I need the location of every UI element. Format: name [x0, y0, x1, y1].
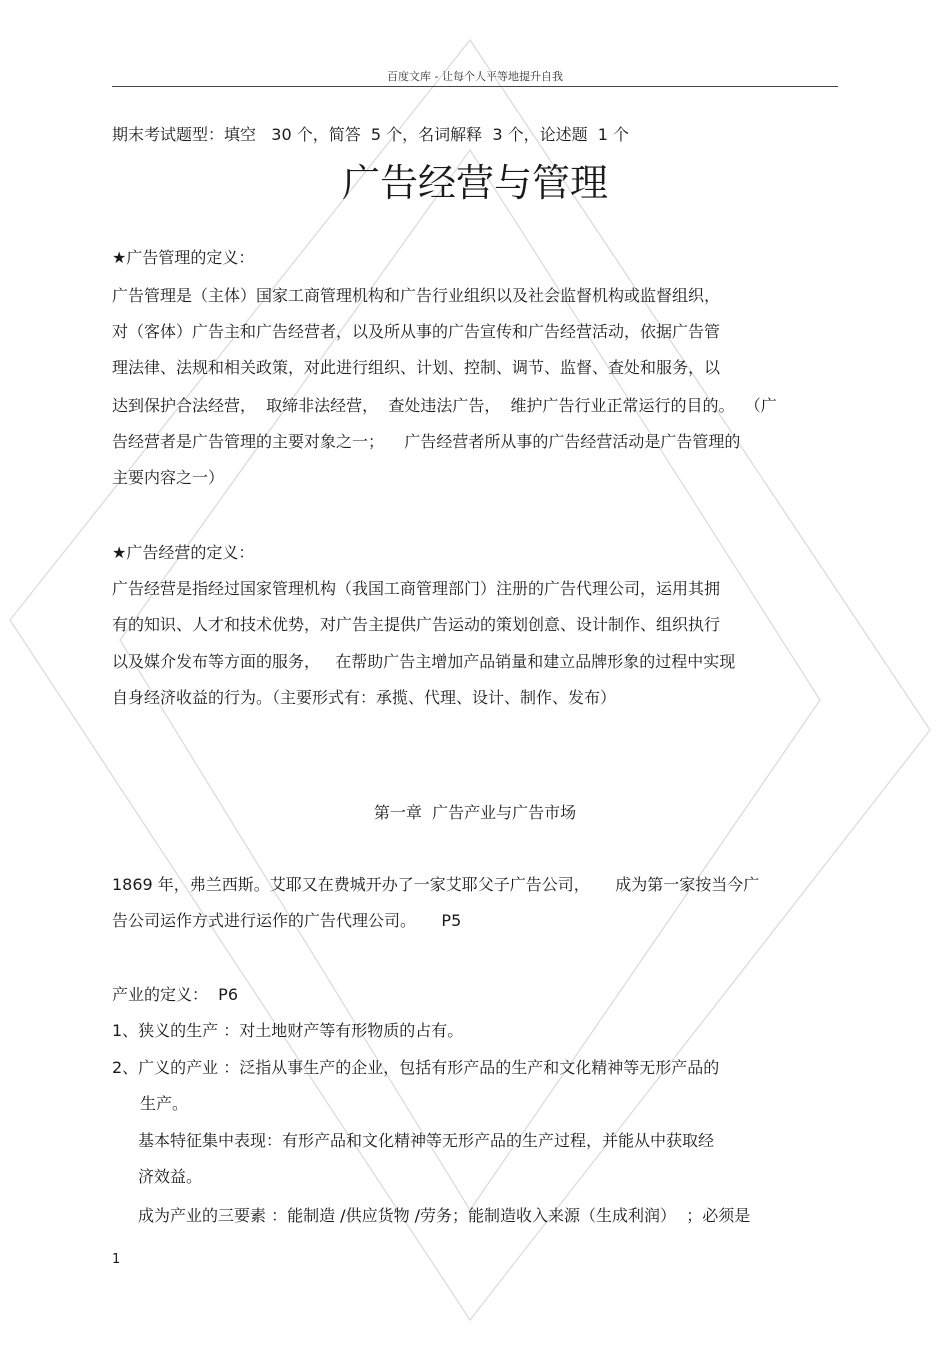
page-header: 百度文库 - 让每个人平等地提升自我 — [387, 70, 563, 83]
mgmt-definition-line: 理法律、法规和相关政策，对此进行组织、计划、控制、调节、监督、查处和服务，以 — [112, 358, 721, 377]
history-line: 告公司运作方式进行运作的广告代理公司。 P5 — [112, 911, 462, 930]
industry-item-broad: 2、广义的产业 ：泛指从事生产的企业，包括有形产品的生产和文化精神等无形产品的 — [112, 1058, 720, 1077]
mgmt-definition-line: 广告管理是（主体）国家工商管理机构和广告行业组织以及社会监督机构或监督组织， — [112, 286, 721, 305]
industry-elements-line: 成为产业的三要素 ：能制造 /供应货物 /劳务；能制造收入来源（生成利润） ；必须是 — [138, 1206, 751, 1225]
mgmt-definition-heading: ★广告管理的定义： — [112, 248, 255, 267]
exam-format-line: 期末考试题型：填空 30 个，简答 5 个，名词解释 3 个，论述题 1 个 — [112, 125, 630, 144]
industry-definition-heading: 产业的定义： P6 — [112, 985, 239, 1004]
oper-definition-heading: ★广告经营的定义： — [112, 543, 255, 562]
industry-feature-line: 济效益。 — [138, 1167, 203, 1186]
industry-item-broad-cont: 生产。 — [140, 1094, 189, 1113]
oper-definition-line: 自身经济收益的行为。（主要形式有：承揽、代理、设计、制作、发布） — [112, 688, 617, 707]
oper-definition-line: 以及媒介发布等方面的服务， 在帮助广告主增加产品销量和建立品牌形象的过程中实现 — [112, 652, 736, 671]
page-number: 1 — [112, 1252, 121, 1267]
mgmt-definition-line: 对（客体）广告主和广告经营者，以及所从事的广告宣传和广告经营活动，依据广告管 — [112, 322, 721, 341]
oper-definition-line: 广告经营是指经过国家管理机构（我国工商管理部门）注册的广告代理公司，运用其拥 — [112, 579, 721, 598]
industry-feature-line: 基本特征集中表现：有形产品和文化精神等无形产品的生产过程，并能从中获取经 — [138, 1131, 715, 1150]
industry-item-narrow: 1、狭义的生产 ：对土地财产等有形物质的占有。 — [112, 1021, 464, 1040]
mgmt-definition-line: 主要内容之一） — [112, 468, 225, 487]
history-line: 1869 年，弗兰西斯。艾耶又在费城开办了一家艾耶父子广告公司， 成为第一家按当今广 — [112, 875, 760, 894]
chapter-heading: 第一章 广告产业与广告市场 — [373, 803, 577, 822]
oper-definition-line: 有的知识、人才和技术优势，对广告主提供广告运动的策划创意、设计制作、组织执行 — [112, 615, 721, 634]
header-divider — [112, 86, 838, 87]
document-title: 广告经营与管理 — [341, 161, 608, 205]
mgmt-definition-line: 告经营者是广告管理的主要对象之一； 广告经营者所从事的广告经营活动是广告管理的 — [112, 432, 741, 451]
mgmt-definition-line: 达到保护合法经营， 取缔非法经营， 查处违法广告， 维护广告行业正常运行的目的。 （广 — [112, 396, 777, 415]
